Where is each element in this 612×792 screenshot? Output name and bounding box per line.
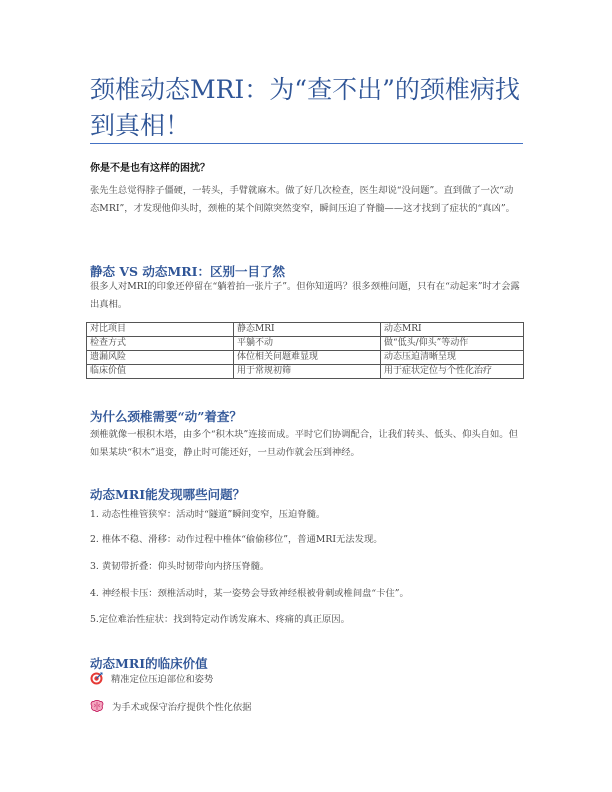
- table-header-cell: 动态MRI: [381, 323, 524, 337]
- list-item: 2. 椎体不稳、滑移：动作过程中椎体“偷偷移位”，普通MRI无法发现。: [90, 534, 383, 545]
- table-header-row: [87, 323, 524, 337]
- table-cell: 体位相关问题难显现: [234, 351, 381, 365]
- compare-paragraph: 很多人对MRI的印象还停留在“躺着拍一张片子”。但你知道吗？很多颈椎问题，只有在“动起来”时才会露出真相。: [90, 281, 520, 310]
- intro-paragraph: 张先生总觉得脖子僵硬，一转头，手臂就麻木。做了好几次检查，医生却说“没问题”。直到做了一次“动态MRI”，才发现他仰头时，颈椎的某个间隙突然变窄，瞬间压迫了脊髓——这才找到了症状的“真凶”。: [90, 185, 515, 214]
- table-row: [87, 351, 524, 365]
- value-item-personalized: [90, 699, 251, 713]
- title-divider: [90, 143, 523, 144]
- table-header-cell: 静态MRI: [234, 323, 381, 337]
- value-heading: 动态MRI的临床价值: [90, 656, 208, 671]
- table-cell: 检查方式: [87, 337, 234, 351]
- value-item-positioning: [90, 671, 213, 685]
- table-row: [87, 365, 524, 379]
- target-icon: [90, 672, 103, 685]
- intro-question: 你是不是也有这样的困扰？: [90, 163, 210, 174]
- value-item-label: 精准定位压迫部位和姿势: [111, 674, 214, 685]
- compare-heading: 静态 VS 动态MRI：区别一目了然: [90, 264, 286, 279]
- table-row: [87, 337, 524, 351]
- table-cell: 平躺不动: [234, 337, 381, 351]
- brain-icon: [90, 700, 104, 712]
- find-heading: 动态MRI能发现哪些问题？: [90, 487, 246, 502]
- why-paragraph: 颈椎就像一根积木塔，由多个“积木块”连接而成。平时它们协调配合，让我们转头、低头、仰头自如。但如果某块“积木”退变，静止时可能还好，一旦动作就会压到神经。: [90, 429, 518, 458]
- value-item-label: 为手术或保守治疗提供个性化依据: [112, 702, 252, 713]
- why-heading: 为什么颈椎需要“动”着查？: [90, 409, 242, 424]
- table-cell: 临床价值: [87, 365, 234, 379]
- list-item: 5.定位难治性症状：找到特定动作诱发麻木、疼痛的真正原因。: [90, 614, 350, 625]
- table-cell: 遗漏风险: [87, 351, 234, 365]
- table-cell: 做“低头/仰头”等动作: [381, 337, 524, 351]
- list-item: 3. 黄韧带折叠：仰头时韧带向内挤压脊髓。: [90, 561, 270, 572]
- list-item: 4. 神经根卡压：颈椎活动时，某一姿势会导致神经根被骨刺或椎间盘“卡住”。: [90, 588, 409, 599]
- table-cell: 用于症状定位与个性化治疗: [381, 365, 524, 379]
- comparison-table: [86, 322, 524, 379]
- table-cell: 用于常规初筛: [234, 365, 381, 379]
- table-cell: 动态压迫清晰呈现: [381, 351, 524, 365]
- list-item: 1. 动态性椎管狭窄：活动时“隧道”瞬间变窄，压迫脊髓。: [90, 509, 326, 520]
- table-header-cell: 对比项目: [87, 323, 234, 337]
- page-title: 颈椎动态MRI：为“查不出”的颈椎病找到真相！: [90, 75, 520, 140]
